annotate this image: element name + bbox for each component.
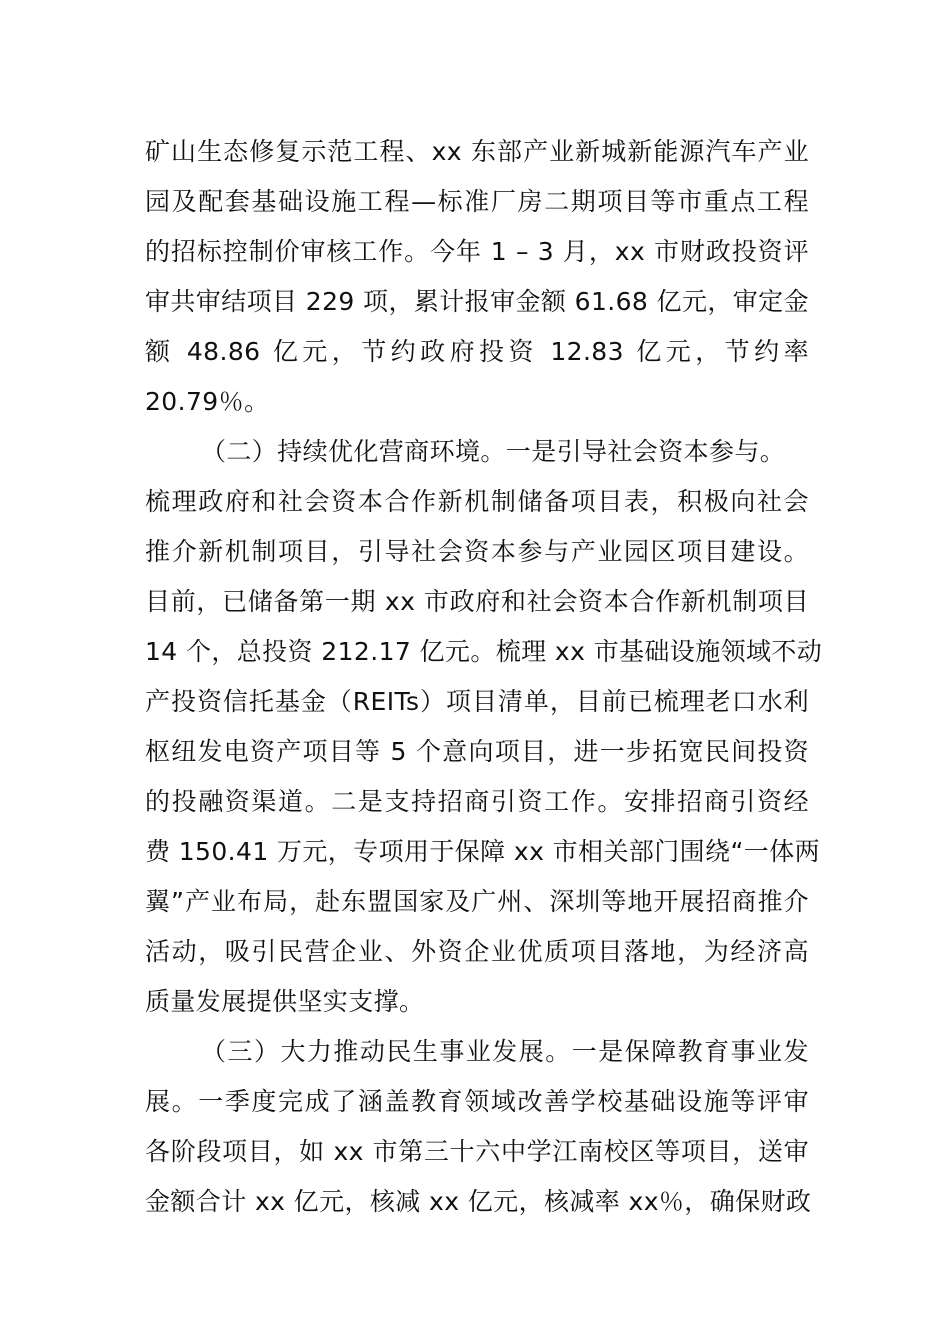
text-line: 20.79％。 — [145, 387, 270, 416]
text-line: （三）大力推动民生事业发展。一是保障教育事业发 — [201, 1037, 809, 1066]
text-line: 推介新机制项目，引导社会资本参与产业园区项目建设。 — [145, 537, 809, 566]
text-line: 质量发展提供坚实支撑。 — [145, 987, 425, 1016]
text-line: 园及配套基础设施工程—标准厂房二期项目等市重点工程 — [145, 187, 809, 216]
text-line: 的招标控制价审核工作。今年 1 – 3 月，xx 市财政投资评 — [145, 237, 809, 266]
text-line: 产投资信托基金（REITs）项目清单，目前已梳理老口水利 — [145, 687, 809, 716]
text-line: 展。一季度完成了涵盖教育领域改善学校基础设施等评审 — [145, 1087, 809, 1116]
text-line: 审共审结项目 229 项，累计报审金额 61.68 亿元，审定金 — [145, 287, 809, 316]
text-line: 矿山生态修复示范工程、xx 东部产业新城新能源汽车产业 — [145, 137, 809, 166]
text-line: 金额合计 xx 亿元，核减 xx 亿元，核减率 xx％，确保财政 — [145, 1187, 812, 1216]
text-line: 目前，已储备第一期 xx 市政府和社会资本合作新机制项目 — [145, 587, 809, 616]
text-line: 14 个，总投资 212.17 亿元。梳理 xx 市基础设施领域不动 — [145, 637, 823, 666]
text-line: 额 48.86 亿元，节约政府投资 12.83 亿元，节约率 — [145, 337, 809, 366]
body-text — [145, 127, 823, 1227]
text-line: 的投融资渠道。二是支持招商引资工作。安排招商引资经 — [145, 787, 809, 816]
text-line: 费 150.41 万元，专项用于保障 xx 市相关部门围绕“一体两 — [145, 837, 821, 866]
text-line: 各阶段项目，如 xx 市第三十六中学江南校区等项目，送审 — [145, 1137, 809, 1166]
text-line: 活动，吸引民营企业、外资企业优质项目落地，为经济高 — [145, 937, 809, 966]
text-line: 枢纽发电资产项目等 5 个意向项目，进一步拓宽民间投资 — [145, 737, 809, 766]
text-line: （二）持续优化营商环境。一是引导社会资本参与。 — [201, 437, 786, 466]
text-line: 翼”产业布局，赴东盟国家及广州、深圳等地开展招商推介 — [145, 887, 809, 916]
text-line: 梳理政府和社会资本合作新机制储备项目表，积极向社会 — [145, 487, 809, 516]
